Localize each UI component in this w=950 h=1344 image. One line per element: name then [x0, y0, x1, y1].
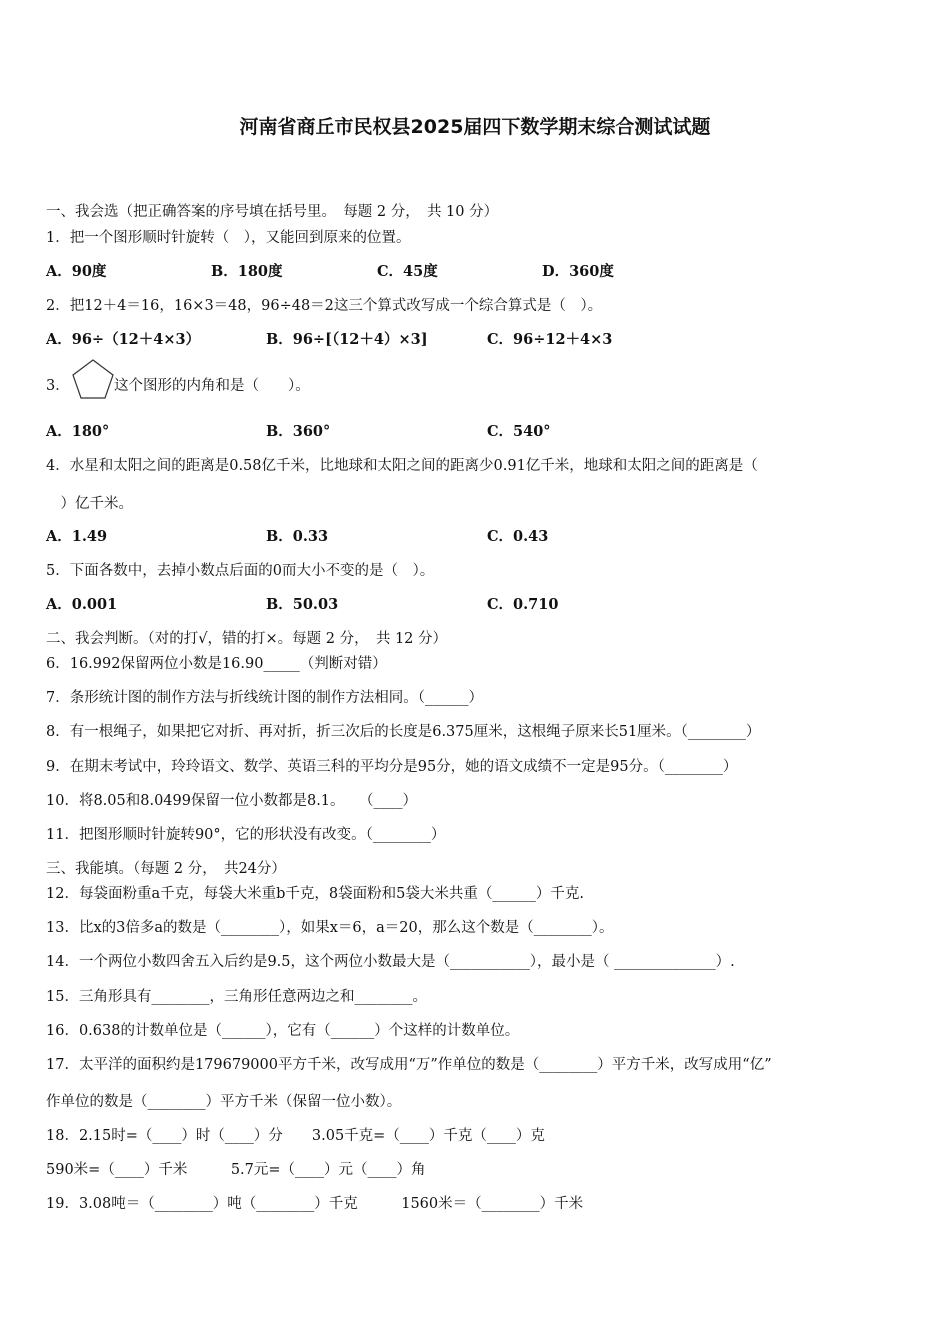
q1-option-d: D．360度: [542, 263, 614, 280]
q2-option-b: B．96÷[（12＋4）×3]: [266, 331, 428, 348]
question-15: 15．三角形具有________，三角形任意两边之和________。: [46, 989, 427, 1005]
q4-option-a: A．1.49: [46, 528, 108, 545]
question-12: 12．每袋面粉重a千克，每袋大米重b千克，8袋面粉和5袋大米共重（______）千克.: [46, 886, 584, 902]
question-4-line-2: ）亿千米。: [46, 496, 133, 512]
question-8: 8．有一根绳子，如果把它对折、再对折，折三次后的长度是6.375厘米，这根绳子原来长51厘米。（________）: [46, 724, 761, 740]
q4-option-c: C．0.43: [487, 528, 549, 545]
q3-option-a: A．180°: [46, 423, 110, 440]
question-5: 5．下面各数中，去掉小数点后面的0而大小不变的是（ ）。: [46, 563, 435, 579]
q4-option-b: B．0.33: [266, 528, 329, 545]
question-11: 11．把图形顺时针旋转90°，它的形状没有改变。（________）: [46, 827, 446, 843]
q5-option-b: B．50.03: [266, 596, 339, 613]
question-3-number: 3．: [46, 378, 70, 394]
q1-option-b: B．180度: [211, 263, 283, 280]
question-1: 1．把一个图形顺时针旋转（ ），又能回到原来的位置。: [46, 230, 411, 246]
q2-option-c: C．96÷12＋4×3: [487, 331, 613, 348]
question-10: 10．将8.05和8.0499保留一位小数都是8.1。 （____）: [46, 793, 418, 809]
question-14: 14．一个两位小数四舍五入后约是9.5，这个两位小数最大是（___________），最小是（ ______________）.: [46, 954, 735, 970]
q1-option-c: C．45度: [377, 263, 438, 280]
question-2: 2．把12＋4＝16，16×3＝48，96÷48＝2这三个算式改写成一个综合算式是（ ）。: [46, 298, 603, 314]
question-19: 19．3.08吨＝（________）吨（________）千克 1560米＝（________）千米: [46, 1196, 584, 1212]
page-title: 河南省商丘市民权县2025届四下数学期末综合测试试题: [239, 116, 711, 138]
q1-option-a: A．90度: [46, 263, 107, 280]
question-3-text: 这个图形的内角和是（ ）。: [114, 378, 310, 394]
q5-option-a: A．0.001: [46, 596, 118, 613]
question-18-line-2: 590米=（____）千米 5.7元=（____）元（____）角: [46, 1162, 426, 1178]
question-4-line-1: 4．水星和太阳之间的距离是0.58亿千米，比地球和太阳之间的距离少0.91亿千米，地球和太阳之间的距离是（: [46, 458, 758, 474]
q2-option-a: A．96÷（12＋4×3）: [46, 331, 201, 348]
section-3-heading: 三、我能填。（每题 2 分， 共24分）: [46, 861, 286, 877]
question-13: 13．比x的3倍多a的数是（________），如果x＝6，a＝20，那么这个数是（________）。: [46, 920, 614, 936]
question-9: 9．在期末考试中，玲玲语文、数学、英语三科的平均分是95分，她的语文成绩不一定是95分。（________）: [46, 759, 738, 775]
section-1-heading: 一、我会选（把正确答案的序号填在括号里。 每题 2 分， 共 10 分）: [46, 204, 499, 220]
q3-option-b: B．360°: [266, 423, 331, 440]
section-2-heading: 二、我会判断。（对的打√，错的打×。每题 2 分， 共 12 分）: [46, 631, 447, 647]
question-6: 6．16.992保留两位小数是16.90_____（判断对错）: [46, 656, 387, 672]
question-18-line-1: 18．2.15时=（____）时（____）分 3.05千克=（____）千克（____）克: [46, 1128, 545, 1144]
q5-option-c: C．0.710: [487, 596, 559, 613]
q3-option-c: C．540°: [487, 423, 551, 440]
question-17-line-2: 作单位的数是（________）平方千米（保留一位小数）。: [46, 1094, 402, 1110]
question-7: 7．条形统计图的制作方法与折线统计图的制作方法相同。（______）: [46, 690, 483, 706]
question-17-line-1: 17．太平洋的面积约是179679000平方千米，改写成用“万”作单位的数是（________）平方千米，改写成用“亿”: [46, 1057, 772, 1073]
question-16: 16．0.638的计数单位是（______），它有（______）个这样的计数单位。: [46, 1023, 520, 1039]
pentagon-figure: [70, 358, 116, 402]
